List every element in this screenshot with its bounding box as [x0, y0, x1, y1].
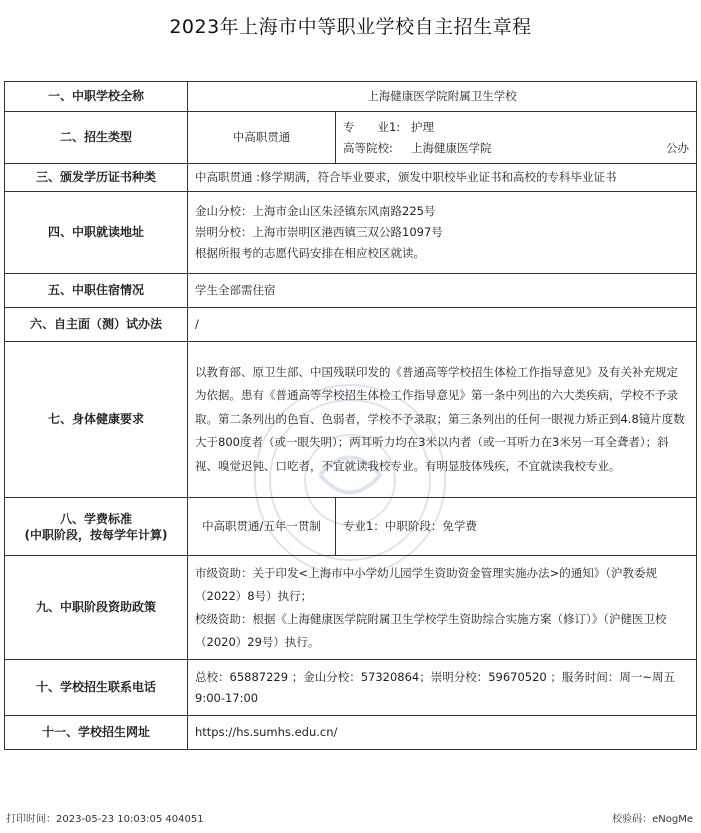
row-housing: [5, 274, 697, 308]
label-certificate: 三、颁发学历证书种类: [5, 164, 188, 192]
row-aid: [5, 556, 697, 660]
row-interview: [5, 308, 697, 342]
value-certificate: 中高职贯通 :修学期满，符合毕业要求，颁发中职校毕业证书和高校的专科毕业证书: [188, 164, 697, 192]
admission-table: [4, 81, 697, 750]
address-note: 根据所报考的志愿代码安排在相应校区就读。: [195, 246, 425, 260]
value-housing: 学生全部需住宿: [188, 274, 697, 308]
label-enroll-type: 二、招生类型: [5, 112, 188, 164]
label-website: 十一、学校招生网址: [5, 716, 188, 750]
row-website: [5, 716, 697, 750]
value-health: 以教育部、原卫生部、中国残联印发的《普通高等学校招生体检工作指导意见》及有关补充规定为依据。患有《普通高等学校招生体检工作指导意见》第一条中列出的六大类疾病，学校不予录取。第二条列出的色盲、色弱者，学校不予录取；第三条列出的任何一眼视力矫正到4.8镜片度数大于800度者（或一眼失明）；两耳听力均在3米以内者（或一耳听力在3米另一耳全聋者）；斜视、嗅觉迟钝、口吃者，不宜就读我校专业。有明显肢体残疾，不宜就读我校专业。: [188, 342, 697, 498]
value-enroll-type: 中高职贯通: [188, 112, 336, 164]
major-label: 专 业1:: [343, 119, 401, 134]
row-tuition: [5, 498, 697, 556]
row-enroll-type: [5, 112, 697, 164]
value-website[interactable]: https://hs.sumhs.edu.cn/: [188, 716, 697, 750]
label-phone: 十、学校招生联系电话: [5, 660, 188, 716]
row-health: [5, 342, 697, 498]
row-phone: [5, 660, 697, 716]
value-interview: /: [188, 308, 697, 342]
value-tuition-type: 中高职贯通/五年一贯制: [188, 498, 336, 556]
print-time: 打印时间：2023-05-23 10:03:05 404051: [6, 814, 204, 825]
address-chongming: 崇明分校：上海市崇明区港西镇三双公路1097号: [195, 225, 443, 239]
aid-city: 市级资助：关于印发<上海市中小学幼儿园学生资助资金管理实施办法>的通知》（沪教委规（2022）8号）执行；: [195, 565, 658, 603]
major-value: 护理: [411, 119, 434, 134]
value-school-name: 上海健康医学院附属卫生学校: [188, 82, 697, 112]
label-housing: 五、中职住宿情况: [5, 274, 188, 308]
label-school-name: 一、中职学校全称: [5, 82, 188, 112]
college-label: 高等院校:: [343, 140, 393, 155]
label-tuition-note: (中职阶段，按每学年计算): [24, 527, 168, 542]
ownership-value: 公办: [666, 140, 689, 155]
verify-code: 校验码：eNogMe: [612, 814, 693, 825]
value-tuition-fee: 专业1：中职阶段：免学费: [336, 498, 697, 556]
label-address: 四、中职就读地址: [5, 192, 188, 274]
row-certificate: [5, 164, 697, 192]
value-phone: 总校：65887229 ；金山分校：57320864；崇明分校：59670520 ；服务时间：周一~周五 9:00-17:00: [188, 660, 697, 716]
college-value: 上海健康医学院: [411, 140, 492, 155]
address-jinshan: 金山分校：上海市金山区朱泾镇东风南路225号: [195, 204, 436, 218]
aid-school: 校级资助：根据《上海健康医学院附属卫生学校学生资助综合实施方案（修订）》（沪健医卫校（2020）29号）执行。: [195, 611, 667, 649]
label-interview: 六、自主面（测）试办法: [5, 308, 188, 342]
label-aid: 九、中职阶段资助政策: [5, 556, 188, 660]
label-tuition: 八、学费标准: [59, 511, 132, 526]
row-address: [5, 192, 697, 274]
page-title: 2023年上海市中等职业学校自主招生章程: [169, 16, 532, 38]
row-school-name: [5, 82, 697, 112]
label-health: 七、身体健康要求: [5, 342, 188, 498]
